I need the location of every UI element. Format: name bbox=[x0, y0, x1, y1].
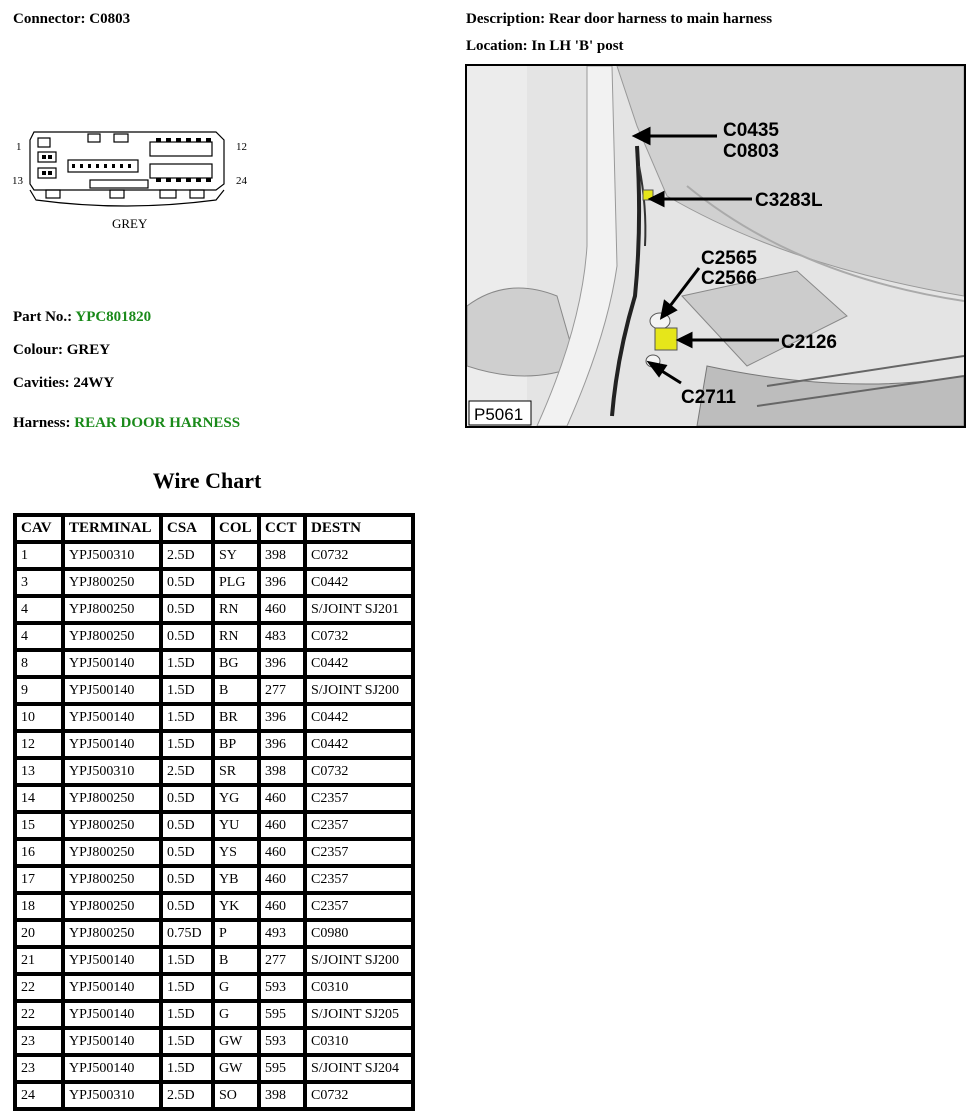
description-label: Description: bbox=[466, 11, 546, 27]
diagram-colour-label: GREY bbox=[112, 216, 148, 231]
cell-destn: S/JOINT SJ200 bbox=[305, 947, 413, 974]
table-row bbox=[15, 839, 413, 866]
cell-csa: 1.5D bbox=[161, 731, 213, 758]
location-label: Location: bbox=[466, 38, 528, 54]
wire-chart-title: Wire Chart bbox=[152, 468, 262, 493]
cell-col: SY bbox=[213, 542, 259, 569]
cell-cct: 396 bbox=[259, 731, 305, 758]
cell-csa: 0.5D bbox=[161, 569, 213, 596]
cell-col: B bbox=[213, 677, 259, 704]
header-destn: DESTN bbox=[305, 515, 413, 542]
wire-chart-table bbox=[13, 513, 415, 1111]
cell-cct: 277 bbox=[259, 947, 305, 974]
cell-terminal: YPJ500310 bbox=[63, 542, 161, 569]
connector-face-diagram bbox=[10, 126, 270, 236]
cell-terminal: YPJ800250 bbox=[63, 623, 161, 650]
table-row bbox=[15, 947, 413, 974]
cell-terminal: YPJ500140 bbox=[63, 1055, 161, 1082]
cell-csa: 0.5D bbox=[161, 785, 213, 812]
table-row bbox=[15, 704, 413, 731]
table-row bbox=[15, 866, 413, 893]
cell-cct: 595 bbox=[259, 1055, 305, 1082]
cell-csa: 0.5D bbox=[161, 839, 213, 866]
cell-cav: 9 bbox=[15, 677, 63, 704]
cell-cct: 593 bbox=[259, 974, 305, 1001]
table-row bbox=[15, 623, 413, 650]
cell-csa: 1.5D bbox=[161, 704, 213, 731]
cell-cav: 8 bbox=[15, 650, 63, 677]
cell-col: SO bbox=[213, 1082, 259, 1109]
pin-12-label: 12 bbox=[236, 141, 247, 153]
cell-cct: 460 bbox=[259, 596, 305, 623]
cell-csa: 0.5D bbox=[161, 866, 213, 893]
table-row bbox=[15, 812, 413, 839]
wire-chart-header-row bbox=[15, 515, 413, 542]
table-row bbox=[15, 569, 413, 596]
callout-c0435: C0435 bbox=[723, 120, 779, 141]
cell-cct: 460 bbox=[259, 893, 305, 920]
cell-destn: C2357 bbox=[305, 893, 413, 920]
pin-1-label: 1 bbox=[16, 141, 22, 153]
cell-col: G bbox=[213, 1001, 259, 1028]
part-number-value: YPC801820 bbox=[75, 309, 152, 325]
cell-csa: 2.5D bbox=[161, 758, 213, 785]
cell-cav: 23 bbox=[15, 1055, 63, 1082]
cell-terminal: YPJ800250 bbox=[63, 812, 161, 839]
cell-destn: C0442 bbox=[305, 650, 413, 677]
cell-terminal: YPJ800250 bbox=[63, 866, 161, 893]
cell-cav: 10 bbox=[15, 704, 63, 731]
cell-col: B bbox=[213, 947, 259, 974]
cell-terminal: YPJ800250 bbox=[63, 839, 161, 866]
cell-destn: C0310 bbox=[305, 974, 413, 1001]
cell-cct: 460 bbox=[259, 839, 305, 866]
cell-col: SR bbox=[213, 758, 259, 785]
cell-cct: 277 bbox=[259, 677, 305, 704]
colour-value: GREY bbox=[66, 342, 111, 358]
cell-cav: 22 bbox=[15, 974, 63, 1001]
callout-c2711: C2711 bbox=[681, 387, 736, 408]
cell-col: G bbox=[213, 974, 259, 1001]
connector-line bbox=[13, 11, 130, 28]
cell-cav: 13 bbox=[15, 758, 63, 785]
cavities-label: Cavities: bbox=[13, 375, 70, 391]
description-line bbox=[466, 11, 772, 28]
connector-label: Connector: bbox=[13, 11, 86, 27]
cell-col: BG bbox=[213, 650, 259, 677]
cell-col: RN bbox=[213, 596, 259, 623]
cell-terminal: YPJ500140 bbox=[63, 677, 161, 704]
table-row bbox=[15, 650, 413, 677]
cell-csa: 1.5D bbox=[161, 677, 213, 704]
cell-cav: 15 bbox=[15, 812, 63, 839]
harness-line bbox=[13, 415, 240, 432]
location-line bbox=[466, 38, 624, 55]
cell-csa: 1.5D bbox=[161, 974, 213, 1001]
cell-destn: C0732 bbox=[305, 542, 413, 569]
cell-cav: 24 bbox=[15, 1082, 63, 1109]
callout-c2565: C2565 bbox=[701, 248, 757, 269]
cell-col: GW bbox=[213, 1055, 259, 1082]
table-row bbox=[15, 758, 413, 785]
cell-terminal: YPJ800250 bbox=[63, 893, 161, 920]
cell-cav: 3 bbox=[15, 569, 63, 596]
cell-destn: S/JOINT SJ201 bbox=[305, 596, 413, 623]
cell-cct: 396 bbox=[259, 569, 305, 596]
cell-destn: C0980 bbox=[305, 920, 413, 947]
cell-col: BP bbox=[213, 731, 259, 758]
cell-csa: 1.5D bbox=[161, 1055, 213, 1082]
cell-cav: 17 bbox=[15, 866, 63, 893]
cell-cav: 22 bbox=[15, 1001, 63, 1028]
cell-terminal: YPJ500140 bbox=[63, 947, 161, 974]
table-row bbox=[15, 1001, 413, 1028]
wire-chart-body bbox=[15, 542, 413, 1109]
cell-destn: C0732 bbox=[305, 758, 413, 785]
table-row bbox=[15, 920, 413, 947]
cell-destn: C2357 bbox=[305, 812, 413, 839]
cell-terminal: YPJ500140 bbox=[63, 704, 161, 731]
header-cct: CCT bbox=[259, 515, 305, 542]
cell-csa: 0.5D bbox=[161, 812, 213, 839]
cell-destn: C2357 bbox=[305, 866, 413, 893]
cell-cav: 16 bbox=[15, 839, 63, 866]
cell-cct: 396 bbox=[259, 704, 305, 731]
cell-col: RN bbox=[213, 623, 259, 650]
cell-csa: 0.75D bbox=[161, 920, 213, 947]
pin-24-label: 24 bbox=[236, 175, 247, 187]
cell-terminal: YPJ500140 bbox=[63, 1001, 161, 1028]
part-number-label: Part No.: bbox=[13, 309, 73, 325]
cell-csa: 2.5D bbox=[161, 1082, 213, 1109]
cell-cct: 398 bbox=[259, 542, 305, 569]
cell-destn: S/JOINT SJ204 bbox=[305, 1055, 413, 1082]
cell-col: P bbox=[213, 920, 259, 947]
cell-destn: C0732 bbox=[305, 623, 413, 650]
callout-c3283l: C3283L bbox=[755, 190, 823, 211]
table-row bbox=[15, 974, 413, 1001]
cell-cct: 483 bbox=[259, 623, 305, 650]
cell-destn: C2357 bbox=[305, 785, 413, 812]
part-number-line bbox=[13, 309, 151, 326]
description-value: Rear door harness to main harness bbox=[548, 11, 773, 27]
table-row bbox=[15, 731, 413, 758]
cell-csa: 1.5D bbox=[161, 650, 213, 677]
harness-label: Harness: bbox=[13, 415, 71, 431]
cell-csa: 2.5D bbox=[161, 542, 213, 569]
cell-cct: 396 bbox=[259, 650, 305, 677]
table-row bbox=[15, 1028, 413, 1055]
cell-cct: 593 bbox=[259, 1028, 305, 1055]
cell-col: PLG bbox=[213, 569, 259, 596]
cell-cav: 23 bbox=[15, 1028, 63, 1055]
cell-cct: 460 bbox=[259, 785, 305, 812]
c2126-highlight bbox=[655, 328, 677, 350]
cell-cct: 493 bbox=[259, 920, 305, 947]
cell-terminal: YPJ500310 bbox=[63, 1082, 161, 1109]
table-row bbox=[15, 542, 413, 569]
cell-cav: 1 bbox=[15, 542, 63, 569]
header-cav: CAV bbox=[15, 515, 63, 542]
location-value: In LH 'B' post bbox=[531, 38, 624, 54]
connector-value: C0803 bbox=[89, 11, 131, 27]
cell-terminal: YPJ500310 bbox=[63, 758, 161, 785]
callout-c0803: C0803 bbox=[723, 141, 779, 162]
cell-cav: 12 bbox=[15, 731, 63, 758]
cell-col: YB bbox=[213, 866, 259, 893]
cell-cct: 398 bbox=[259, 758, 305, 785]
table-row bbox=[15, 596, 413, 623]
cavities-value: 24WY bbox=[73, 375, 115, 391]
cell-csa: 0.5D bbox=[161, 596, 213, 623]
location-photo bbox=[465, 64, 966, 428]
cell-destn: C2357 bbox=[305, 839, 413, 866]
callout-c2126: C2126 bbox=[781, 332, 837, 353]
cell-col: BR bbox=[213, 704, 259, 731]
cell-destn: C0732 bbox=[305, 1082, 413, 1109]
cell-cav: 18 bbox=[15, 893, 63, 920]
cell-csa: 1.5D bbox=[161, 947, 213, 974]
cell-destn: C0442 bbox=[305, 704, 413, 731]
callout-c2566: C2566 bbox=[701, 268, 757, 289]
cell-terminal: YPJ800250 bbox=[63, 596, 161, 623]
cell-cav: 4 bbox=[15, 596, 63, 623]
cell-col: YU bbox=[213, 812, 259, 839]
colour-label: Colour: bbox=[13, 342, 63, 358]
pin-13-label: 13 bbox=[12, 175, 23, 187]
cell-cct: 460 bbox=[259, 812, 305, 839]
harness-value: REAR DOOR HARNESS bbox=[74, 415, 241, 431]
cell-terminal: YPJ800250 bbox=[63, 920, 161, 947]
table-row bbox=[15, 785, 413, 812]
cell-destn: C0310 bbox=[305, 1028, 413, 1055]
cell-destn: C0442 bbox=[305, 569, 413, 596]
cell-csa: 1.5D bbox=[161, 1001, 213, 1028]
table-row bbox=[15, 1055, 413, 1082]
cell-col: YS bbox=[213, 839, 259, 866]
table-row bbox=[15, 1082, 413, 1109]
cell-cct: 595 bbox=[259, 1001, 305, 1028]
cell-cav: 21 bbox=[15, 947, 63, 974]
cell-cct: 398 bbox=[259, 1082, 305, 1109]
header-col: COL bbox=[213, 515, 259, 542]
cell-csa: 0.5D bbox=[161, 893, 213, 920]
table-row bbox=[15, 893, 413, 920]
cell-terminal: YPJ800250 bbox=[63, 785, 161, 812]
table-row bbox=[15, 677, 413, 704]
cell-csa: 1.5D bbox=[161, 1028, 213, 1055]
cell-destn: S/JOINT SJ200 bbox=[305, 677, 413, 704]
cell-cav: 20 bbox=[15, 920, 63, 947]
cell-terminal: YPJ500140 bbox=[63, 1028, 161, 1055]
cavities-line bbox=[13, 375, 114, 392]
cell-cct: 460 bbox=[259, 866, 305, 893]
header-csa: CSA bbox=[161, 515, 213, 542]
cell-csa: 0.5D bbox=[161, 623, 213, 650]
cell-col: YK bbox=[213, 893, 259, 920]
cell-cav: 14 bbox=[15, 785, 63, 812]
cell-destn: S/JOINT SJ205 bbox=[305, 1001, 413, 1028]
cell-col: GW bbox=[213, 1028, 259, 1055]
header-terminal: TERMINAL bbox=[63, 515, 161, 542]
cell-terminal: YPJ500140 bbox=[63, 731, 161, 758]
cell-destn: C0442 bbox=[305, 731, 413, 758]
cell-col: YG bbox=[213, 785, 259, 812]
colour-line bbox=[13, 342, 110, 359]
location-photo-art bbox=[467, 66, 964, 426]
cell-cav: 4 bbox=[15, 623, 63, 650]
photo-code: P5061 bbox=[474, 405, 524, 424]
cell-terminal: YPJ500140 bbox=[63, 650, 161, 677]
cell-terminal: YPJ500140 bbox=[63, 974, 161, 1001]
cell-terminal: YPJ800250 bbox=[63, 569, 161, 596]
